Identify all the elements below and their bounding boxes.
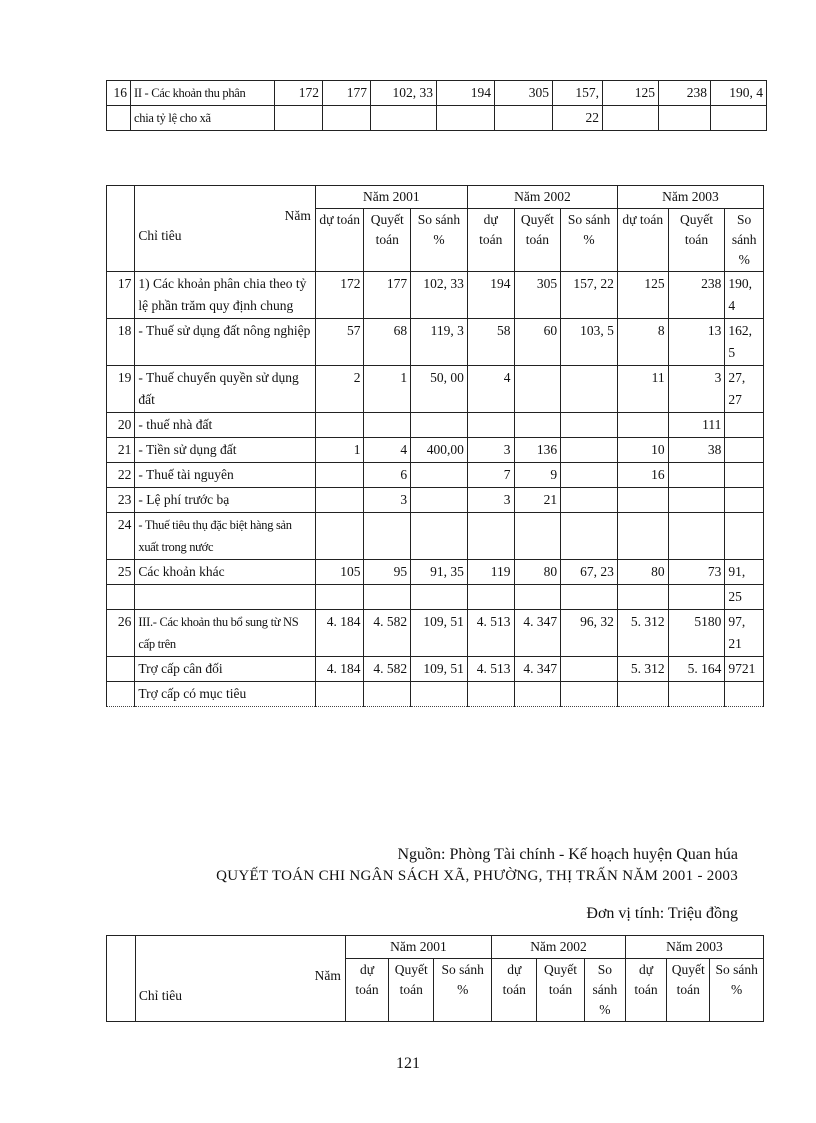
section-title: QUYẾT TOÁN CHI NGÂN SÁCH XÃ, PHƯỜNG, THỊ TRẤN NĂM 2001 - 2003 bbox=[216, 868, 738, 884]
cell: 125 bbox=[603, 81, 659, 106]
cell bbox=[561, 657, 618, 682]
header-nam-label: Năm bbox=[314, 968, 341, 983]
cell bbox=[364, 513, 411, 560]
cell: 57 bbox=[315, 319, 364, 366]
cell bbox=[371, 106, 437, 131]
cell: 22 bbox=[553, 106, 603, 131]
cell bbox=[323, 106, 371, 131]
cell: 4. 184 bbox=[315, 657, 364, 682]
row-number bbox=[107, 585, 135, 610]
cell: 103, 5 bbox=[561, 319, 618, 366]
cell: 1 bbox=[315, 438, 364, 463]
row-label: II - Các khoản thu phân bbox=[131, 81, 275, 106]
cell: 1 bbox=[364, 366, 411, 413]
cell bbox=[315, 413, 364, 438]
row-number bbox=[107, 106, 131, 131]
subheader-du-toan: dự toán bbox=[617, 209, 668, 272]
cell bbox=[315, 682, 364, 707]
cell bbox=[411, 413, 468, 438]
cell: 58 bbox=[467, 319, 514, 366]
header-blank bbox=[107, 186, 135, 272]
cell: 3 bbox=[467, 488, 514, 513]
cell bbox=[668, 682, 725, 707]
cell bbox=[561, 488, 618, 513]
row-number: 26 bbox=[107, 610, 135, 657]
table-row bbox=[107, 319, 764, 366]
cell: 119, 3 bbox=[411, 319, 468, 366]
table-row bbox=[107, 438, 764, 463]
cell: 73 bbox=[668, 560, 725, 585]
subheader-quyet-toan: Quyết toán bbox=[389, 959, 434, 1022]
cell: 4. 347 bbox=[514, 657, 561, 682]
table-row bbox=[107, 106, 767, 131]
row-label: - Lệ phí trước bạ bbox=[135, 488, 315, 513]
cell: 4. 582 bbox=[364, 657, 411, 682]
cell bbox=[617, 513, 668, 560]
row-number: 24 bbox=[107, 513, 135, 560]
cell bbox=[561, 463, 618, 488]
row-label: Các khoản khác bbox=[135, 560, 315, 585]
subheader-quyet-toan: Quyết toán bbox=[667, 959, 710, 1022]
cell bbox=[364, 413, 411, 438]
cell: 177 bbox=[364, 272, 411, 319]
cell: 305 bbox=[514, 272, 561, 319]
subheader-so-sanh: So sánh % bbox=[561, 209, 618, 272]
row-label: III.- Các khoản thu bổ sung từ NS cấp trên bbox=[135, 610, 315, 657]
cell bbox=[437, 106, 495, 131]
cell: 125 bbox=[617, 272, 668, 319]
year-header-2003: Năm 2003 bbox=[617, 186, 763, 209]
table-row bbox=[107, 463, 764, 488]
row-label: 1) Các khoản phân chia theo tỷ lệ phần trăm quy định chung bbox=[135, 272, 315, 319]
cell bbox=[364, 682, 411, 707]
row-number: 20 bbox=[107, 413, 135, 438]
header-chi-tieu-label: Chỉ tiêu bbox=[138, 988, 182, 1003]
cell: 105 bbox=[315, 560, 364, 585]
cell: 172 bbox=[315, 272, 364, 319]
subheader-quyet-toan: Quyết toán bbox=[364, 209, 411, 272]
cell: 119 bbox=[467, 560, 514, 585]
row-number bbox=[107, 682, 135, 707]
cell: 3 bbox=[364, 488, 411, 513]
source-note: Nguồn: Phòng Tài chính - Kế hoạch huyện Quan húa bbox=[397, 846, 738, 863]
cell bbox=[725, 488, 764, 513]
cell bbox=[411, 463, 468, 488]
row-label: - Tiền sử dụng đất bbox=[135, 438, 315, 463]
cell: 80 bbox=[514, 560, 561, 585]
table-row bbox=[107, 81, 767, 106]
cell: 91, bbox=[725, 560, 764, 585]
subheader-du-toan: dự toán bbox=[467, 209, 514, 272]
cell bbox=[617, 585, 668, 610]
cell: 80 bbox=[617, 560, 668, 585]
cell: 97, 21 bbox=[725, 610, 764, 657]
cell bbox=[514, 682, 561, 707]
year-header-2002: Năm 2002 bbox=[467, 186, 617, 209]
table-row bbox=[107, 272, 764, 319]
page-number: 121 bbox=[396, 1055, 420, 1072]
table-body bbox=[107, 272, 764, 707]
cell bbox=[467, 585, 514, 610]
table-row bbox=[107, 488, 764, 513]
cell: 238 bbox=[668, 272, 725, 319]
cell: 2 bbox=[315, 366, 364, 413]
header-chi-tieu bbox=[135, 936, 345, 1022]
cell: 6 bbox=[364, 463, 411, 488]
unit-note: Đơn vị tính: Triệu đồng bbox=[586, 905, 738, 922]
year-header-2001: Năm 2001 bbox=[315, 186, 467, 209]
cell: 102, 33 bbox=[411, 272, 468, 319]
row-label: Trợ cấp cân đối bbox=[135, 657, 315, 682]
cell: 109, 51 bbox=[411, 610, 468, 657]
cell bbox=[603, 106, 659, 131]
header-chi-tieu bbox=[135, 186, 315, 272]
cell bbox=[411, 488, 468, 513]
cell bbox=[514, 513, 561, 560]
subheader-du-toan: dự toán bbox=[492, 959, 537, 1022]
cell bbox=[411, 585, 468, 610]
cell: 5. 312 bbox=[617, 610, 668, 657]
row-label bbox=[135, 585, 315, 610]
cell: 190, 4 bbox=[711, 81, 767, 106]
cell: 305 bbox=[495, 81, 553, 106]
cell: 4. 513 bbox=[467, 657, 514, 682]
cell: 157, bbox=[553, 81, 603, 106]
cell bbox=[668, 585, 725, 610]
cell: 67, 23 bbox=[561, 560, 618, 585]
cell bbox=[467, 682, 514, 707]
header-blank bbox=[107, 936, 136, 1022]
cell bbox=[275, 106, 323, 131]
cell: 4 bbox=[364, 438, 411, 463]
cell: 136 bbox=[514, 438, 561, 463]
cell: 13 bbox=[668, 319, 725, 366]
cell bbox=[514, 366, 561, 413]
cell: 68 bbox=[364, 319, 411, 366]
cell bbox=[561, 413, 618, 438]
row-label: - Thuế tài nguyên bbox=[135, 463, 315, 488]
cell: 4. 347 bbox=[514, 610, 561, 657]
cell: 102, 33 bbox=[371, 81, 437, 106]
cell: 172 bbox=[275, 81, 323, 106]
year-header-2002: Năm 2002 bbox=[492, 936, 626, 959]
cell bbox=[315, 585, 364, 610]
cell: 60 bbox=[514, 319, 561, 366]
cell: 7 bbox=[467, 463, 514, 488]
cell bbox=[725, 463, 764, 488]
cell: 4. 582 bbox=[364, 610, 411, 657]
row-number bbox=[107, 657, 135, 682]
cell bbox=[561, 438, 618, 463]
header-nam-label: Năm bbox=[284, 208, 311, 223]
cell: 10 bbox=[617, 438, 668, 463]
cell bbox=[659, 106, 711, 131]
cell bbox=[561, 585, 618, 610]
subheader-so-sanh: So sánh % bbox=[434, 959, 492, 1022]
row-number: 19 bbox=[107, 366, 135, 413]
cell: 177 bbox=[323, 81, 371, 106]
cell: 5180 bbox=[668, 610, 725, 657]
cell bbox=[315, 488, 364, 513]
row-number: 16 bbox=[107, 81, 131, 106]
table-row bbox=[107, 366, 764, 413]
row-label: - Thuế chuyển quyền sử dụng đất bbox=[135, 366, 315, 413]
cell: 11 bbox=[617, 366, 668, 413]
cell bbox=[561, 682, 618, 707]
row-number: 21 bbox=[107, 438, 135, 463]
cell bbox=[411, 513, 468, 560]
table-row bbox=[107, 413, 764, 438]
cell bbox=[514, 413, 561, 438]
cell bbox=[514, 585, 561, 610]
cell: 4 bbox=[467, 366, 514, 413]
cell: 190, 4 bbox=[725, 272, 764, 319]
cell: 157, 22 bbox=[561, 272, 618, 319]
header-row bbox=[107, 186, 764, 209]
cell: 162, 5 bbox=[725, 319, 764, 366]
cell: 194 bbox=[467, 272, 514, 319]
cell: 50, 00 bbox=[411, 366, 468, 413]
cell: 16 bbox=[617, 463, 668, 488]
header-chi-tieu-label: Chỉ tiêu bbox=[138, 228, 182, 243]
cell bbox=[725, 513, 764, 560]
subheader-du-toan: dự toán bbox=[315, 209, 364, 272]
row-label: - thuế nhà đất bbox=[135, 413, 315, 438]
cell bbox=[617, 488, 668, 513]
row-number: 22 bbox=[107, 463, 135, 488]
subheader-so-sanh: So sánh % bbox=[710, 959, 764, 1022]
cell bbox=[668, 488, 725, 513]
cell bbox=[315, 463, 364, 488]
row-number: 23 bbox=[107, 488, 135, 513]
row-label: - Thuế tiêu thụ đặc biệt hàng sản xuất trong nước bbox=[135, 513, 315, 560]
cell: 95 bbox=[364, 560, 411, 585]
subheader-so-sanh: So sánh % bbox=[725, 209, 764, 272]
cell bbox=[467, 413, 514, 438]
cell bbox=[668, 513, 725, 560]
cell bbox=[315, 513, 364, 560]
cell: 194 bbox=[437, 81, 495, 106]
table-row bbox=[107, 657, 764, 682]
cell: 9 bbox=[514, 463, 561, 488]
year-header-2003: Năm 2003 bbox=[625, 936, 763, 959]
year-header-2001: Năm 2001 bbox=[345, 936, 491, 959]
cell bbox=[364, 585, 411, 610]
row-number: 17 bbox=[107, 272, 135, 319]
cell bbox=[617, 682, 668, 707]
cell: 3 bbox=[668, 366, 725, 413]
cell: 91, 35 bbox=[411, 560, 468, 585]
cell: 21 bbox=[514, 488, 561, 513]
cell: 9721 bbox=[725, 657, 764, 682]
cell bbox=[668, 463, 725, 488]
cell bbox=[467, 513, 514, 560]
subheader-du-toan: dự toán bbox=[625, 959, 666, 1022]
cell: 4. 184 bbox=[315, 610, 364, 657]
cell bbox=[725, 682, 764, 707]
subheader-so-sanh: So sánh % bbox=[411, 209, 468, 272]
header-row bbox=[107, 936, 764, 959]
cell: 109, 51 bbox=[411, 657, 468, 682]
cell: 27, 27 bbox=[725, 366, 764, 413]
row-number: 18 bbox=[107, 319, 135, 366]
cell: 25 bbox=[725, 585, 764, 610]
cell: 38 bbox=[668, 438, 725, 463]
cell: 3 bbox=[467, 438, 514, 463]
cell bbox=[495, 106, 553, 131]
revenue-table bbox=[106, 185, 764, 707]
cell bbox=[411, 682, 468, 707]
cell: 5. 164 bbox=[668, 657, 725, 682]
cell bbox=[617, 413, 668, 438]
expenditure-table bbox=[106, 935, 764, 1022]
subheader-quyet-toan: Quyết toán bbox=[537, 959, 584, 1022]
subheader-quyet-toan: Quyết toán bbox=[514, 209, 561, 272]
subheader-quyet-toan: Quyết toán bbox=[668, 209, 725, 272]
cell bbox=[725, 438, 764, 463]
row-label: - Thuế sử dụng đất nông nghiệp bbox=[135, 319, 315, 366]
subheader-du-toan: dự toán bbox=[345, 959, 388, 1022]
table-row bbox=[107, 585, 764, 610]
cell: 96, 32 bbox=[561, 610, 618, 657]
cell: 111 bbox=[668, 413, 725, 438]
cell bbox=[561, 366, 618, 413]
cell: 8 bbox=[617, 319, 668, 366]
subheader-so-sanh: So sánh % bbox=[584, 959, 625, 1022]
row-label: Trợ cấp có mục tiêu bbox=[135, 682, 315, 707]
cell: 5. 312 bbox=[617, 657, 668, 682]
cell: 238 bbox=[659, 81, 711, 106]
table-row bbox=[107, 560, 764, 585]
table-row bbox=[107, 610, 764, 657]
cell: 400,00 bbox=[411, 438, 468, 463]
cell bbox=[711, 106, 767, 131]
row-number: 25 bbox=[107, 560, 135, 585]
cell: 4. 513 bbox=[467, 610, 514, 657]
row-label: chia tỷ lệ cho xã bbox=[131, 106, 275, 131]
continuation-table bbox=[106, 80, 767, 131]
cell bbox=[561, 513, 618, 560]
cell bbox=[725, 413, 764, 438]
table-row bbox=[107, 682, 764, 707]
table-row bbox=[107, 513, 764, 560]
